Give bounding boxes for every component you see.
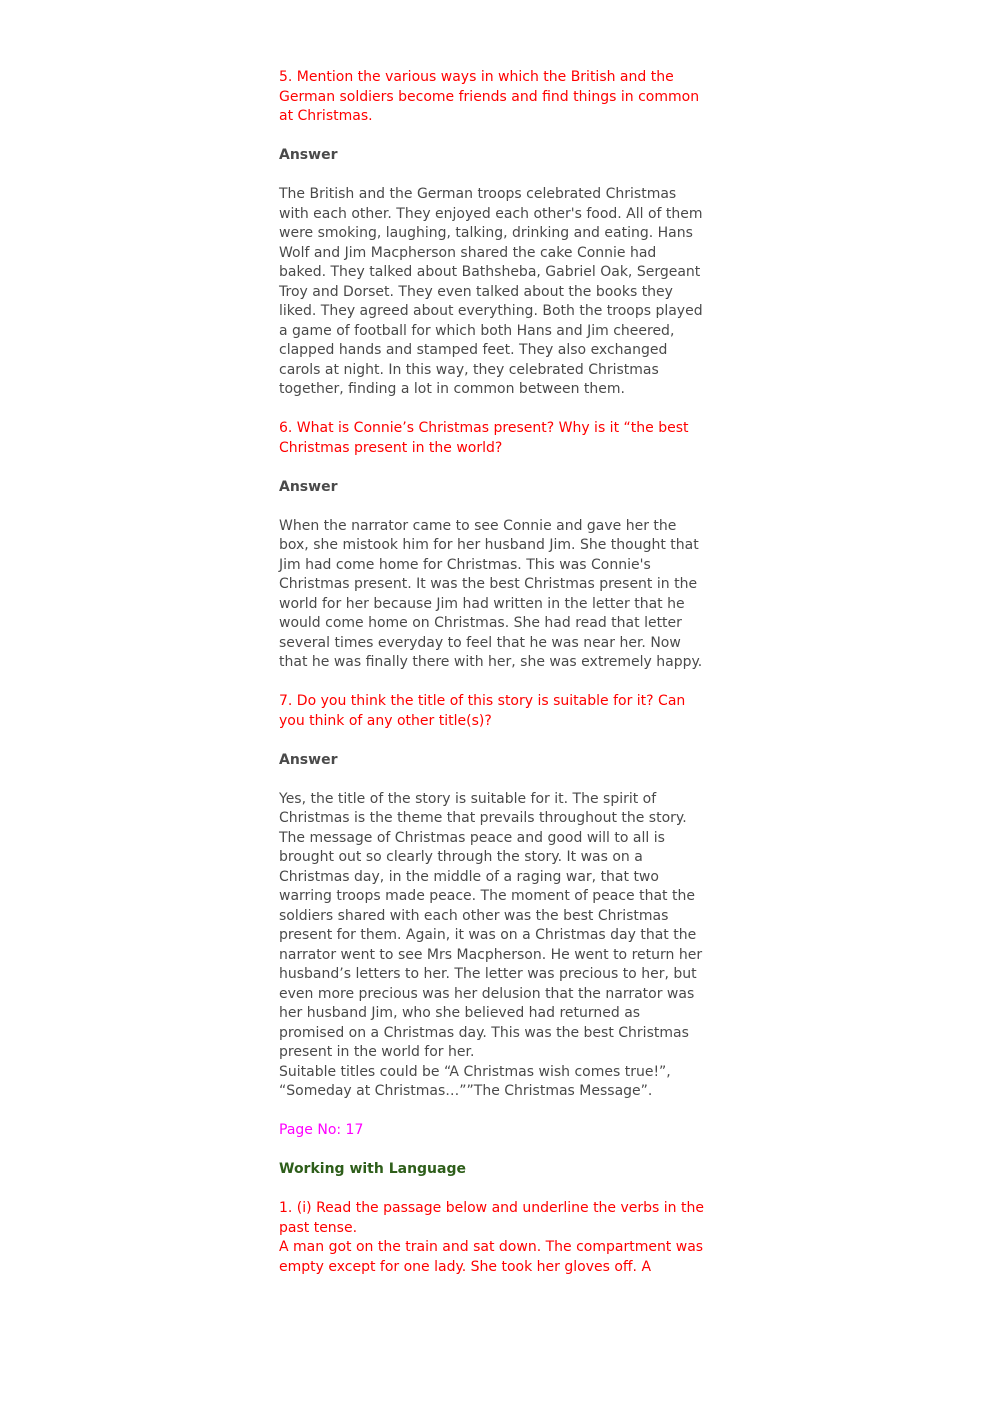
document-page xyxy=(279,68,704,1297)
question-5: 5. Mention the various ways in which the British and the German soldiers become friends and find things in common at Christmas. xyxy=(279,69,700,124)
answer-6-text: When the narrator came to see Connie and gave her the box, she mistook him for her husband Jim. She thought that Jim had come home for Christmas. This was Connie's Christmas present. It was the best Christmas present in the world for her because Jim had written in the letter that he would come home on Christmas. She had read that letter several times everyday to feel that he was near her. Now that he was finally there with her, she was extremely happy. xyxy=(279,517,703,670)
question-1-passage: A man got on the train and sat down. The compartment was empty except for one lady. She took her gloves off. A xyxy=(279,1239,704,1275)
answer-label-6: Answer xyxy=(279,478,338,495)
answer-5-text: The British and the German troops celebrated Christmas with each other. They enjoyed each other's food. All of them were smoking, laughing, talking, drinking and eating. Hans Wolf and Jim Macpherson shared the cake Connie had baked. They talked about Bathsheba, Gabriel Oak, Sergeant Troy and Dorset. They even talked about the books they liked. They agreed about everything. Both the troops played a game of football for which both Hans and Jim cheered, clapped hands and stamped feet. They also exchanged carols at night. In this way, they celebrated Christmas together, finding a lot in common between them. xyxy=(279,186,703,397)
question-1-past-tense xyxy=(279,1199,704,1277)
page-number: Page No: 17 xyxy=(279,1122,364,1138)
answer-label-7: Answer xyxy=(279,751,338,768)
answer-7-text xyxy=(279,790,704,1102)
answer-label-5: Answer xyxy=(279,147,338,163)
question-1-instruction: 1. (i) Read the passage below and underline the verbs in the past tense. xyxy=(279,1200,704,1236)
question-6: 6. What is Connie’s Christmas present? Why is it “the best Christmas present in the world? xyxy=(279,420,689,456)
answer-7-suitable-titles: Suitable titles could be “A Christmas wish comes true!”, “Someday at Christmas…””The Christmas Message”. xyxy=(279,1063,671,1099)
answer-7-paragraph: Yes, the title of the story is suitable for it. The spirit of Christmas is the theme that prevails throughout the story. The message of Christmas peace and good will to all is brought out so clearly through the story. It was on a Christmas day, in the middle of a raging war, that two warring troops made peace. The moment of peace that the soldiers shared with each other was the best Christmas present for them. Again, it was on a Christmas day that the narrator went to see Mrs Macpherson. He went to return her husband’s letters to her. The letter was precious to her, but even more precious was her delusion that the narrator was her husband Jim, who she believed had returned as promised on a Christmas day. This was the best Christmas present in the world for her. xyxy=(279,790,703,1060)
section-heading-working-with-language: Working with Language xyxy=(279,1161,466,1177)
question-7: 7. Do you think the title of this story is suitable for it? Can you think of any other title(s)? xyxy=(279,693,686,729)
